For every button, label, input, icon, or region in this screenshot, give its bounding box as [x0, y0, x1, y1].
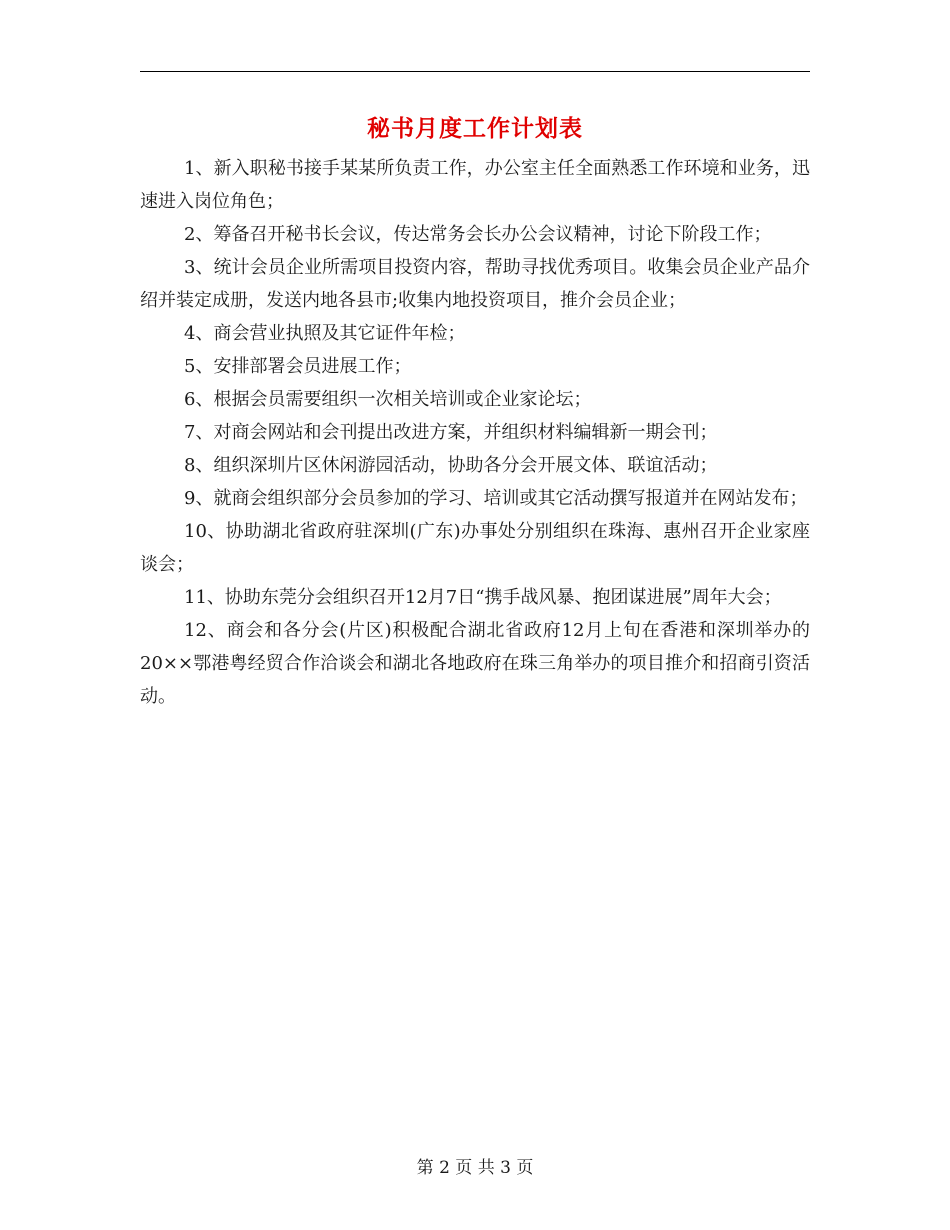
list-item: 10、协助湖北省政府驻深圳(广东)办事处分别组织在珠海、惠州召开企业家座谈会； [140, 521, 810, 575]
document-body [140, 152, 810, 713]
list-item: 12、商会和各分会(片区)积极配合湖北省政府12月上旬在香港和深圳举办的20××鄂港粤经贸合作洽谈会和湖北各地政府在珠三角举办的项目推介和招商引资活动。 [140, 620, 810, 707]
list-item: 8、组织深圳片区休闲游园活动，协助各分会开展文体、联谊活动； [184, 455, 718, 476]
list-item: 6、根据会员需要组织一次相关培训或企业家论坛； [184, 389, 592, 410]
list-item: 11、协助东莞分会组织召开12月7日“携手战风暴、抱团谋进展”周年大会； [184, 587, 782, 608]
document-title: 秘书月度工作计划表 [367, 115, 583, 142]
header-rule [140, 71, 810, 72]
list-item: 5、安排部署会员进展工作； [184, 356, 412, 377]
list-item: 9、就商会组织部分会员参加的学习、培训或其它活动撰写报道并在网站发布； [184, 488, 808, 509]
page-number: 第 2 页 共 3 页 [416, 1158, 534, 1178]
list-item: 7、对商会网站和会刊提出改进方案，并组织材料编辑新一期会刊； [184, 422, 718, 443]
list-item: 2、筹备召开秘书长会议，传达常务会长办公会议精神，讨论下阶段工作； [184, 224, 772, 245]
list-item: 4、商会营业执照及其它证件年检； [184, 323, 466, 344]
list-item: 3、统计会员企业所需项目投资内容，帮助寻找优秀项目。收集会员企业产品介绍并装定成册，发送内地各县市;收集内地投资项目，推介会员企业； [140, 257, 810, 311]
list-item: 1、新入职秘书接手某某所负责工作，办公室主任全面熟悉工作环境和业务，迅速进入岗位角色； [140, 158, 810, 212]
